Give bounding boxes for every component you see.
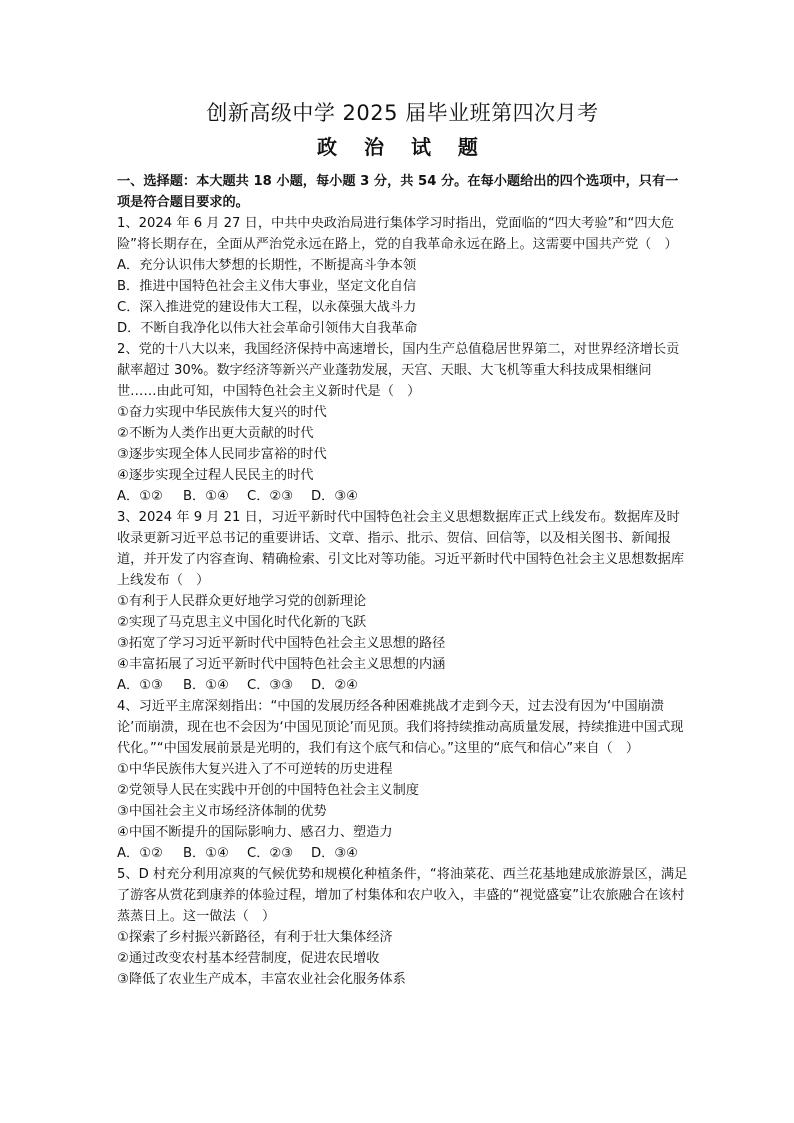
statement-3: ③拓宽了学习习近平新时代中国特色社会主义思想的路径 (117, 636, 446, 651)
option-d: D．不断自我净化以伟大社会革命引领伟大自我革命 (117, 321, 418, 336)
question-stem: 4、习近平主席深刻指出：“中国的发展历经各种困难挑战才走到今天，过去没有因为‘中国崩溃论’而崩溃，现在也不会因为‘中国见顶论’而见顶。我们将持续推动高质量发展，持续推进中国式现代化。”“中国发展前景是光明的，我们有这个底气和信心。”这里的“底气和信心”来自（ ） (117, 699, 684, 756)
choice-c: C．③③ (247, 678, 294, 693)
statement-2: ②通过改变农村基本经营制度，促进农民增收 (117, 951, 380, 966)
choice-a: A．①② (117, 489, 163, 504)
exam-title: 创新高级中学 2025 届毕业班第四次月考 (206, 101, 599, 125)
question-3 (117, 507, 688, 696)
choice-c: C．②③ (247, 489, 294, 504)
question-stem: 3、2024 年 9 月 21 日，习近平新时代中国特色社会主义思想数据库正式上线发布。数据库及时收录更新习近平总书记的重要讲话、文章、指示、批示、贺信、回信等，以及相关图书、新闻报道，并开发了内容查询、精确检索、引文比对等功能。习近平新时代中国特色社会主义思想数据库上线发布（ ） (117, 510, 685, 588)
option-a: A．充分认识伟大梦想的长期性，不断提高斗争本领 (117, 258, 417, 273)
choice-a: A．①③ (117, 678, 163, 693)
question-stem: 5、D 村充分利用凉爽的气候优势和规模化种植条件，“将油菜花、西兰花基地建成旅游景区，满足了游客从赏花到康养的体验过程，增加了村集体和农户收入，丰盛的“视觉盛宴”让农旅融合在该村蒸蒸日上。这一做法（ ） (117, 867, 688, 924)
answer-choices (117, 675, 688, 696)
answer-choices (117, 843, 688, 864)
statement-4: ④逐步实现全过程人民民主的时代 (117, 468, 314, 483)
question-5 (117, 864, 688, 990)
question-1 (117, 213, 688, 339)
choice-b: B．①④ (183, 678, 229, 693)
choice-d: D．③④ (311, 846, 358, 861)
option-c: C．深入推进党的建设伟大工程，以永葆强大战斗力 (117, 300, 417, 315)
statement-3: ③降低了农业生产成本，丰富农业社会化服务体系 (117, 972, 406, 987)
section-heading: 一、选择题：本大题共 18 小题，每小题 3 分，共 54 分。在每小题给出的四个选项中，只有一项是符合题目要求的。 (117, 174, 679, 210)
statement-2: ②不断为人类作出更大贡献的时代 (117, 426, 314, 441)
choice-d: D．③④ (311, 489, 358, 504)
question-4 (117, 696, 688, 864)
statement-1: ①中华民族伟大复兴进入了不可逆转的历史进程 (117, 762, 393, 777)
question-2 (117, 339, 688, 507)
statement-3: ③中国社会主义市场经济体制的优势 (117, 804, 327, 819)
question-stem: 2、党的十八大以来，我国经济保持中高速增长，国内生产总值稳居世界第二，对世界经济增长贡献率超过 30%。数字经济等新兴产业蓬勃发展，天宫、天眼、大飞机等重大科技成果相继问世……由此可知，中国特色社会主义新时代是（ ） (117, 342, 680, 399)
statement-1: ①有利于人民群众更好地学习党的创新理论 (117, 594, 367, 609)
statement-2: ②党领导人民在实践中开创的中国特色社会主义制度 (117, 783, 419, 798)
statement-3: ③逐步实现全体人民同步富裕的时代 (117, 447, 327, 462)
statement-1: ①探索了乡村振兴新路径，有利于壮大集体经济 (117, 930, 393, 945)
question-stem: 1、2024 年 6 月 27 日，中共中央政治局进行集体学习时指出，党面临的“四大考验”和“四大危险”将长期存在，全面从严治党永远在路上，党的自我革命永远在路上。这需要中国共产党（ ） (117, 216, 678, 252)
choice-a: A．①② (117, 846, 163, 861)
statement-2: ②实现了马克思主义中国化时代化新的飞跃 (117, 615, 367, 630)
choice-b: B．①④ (183, 489, 229, 504)
statement-1: ①奋力实现中华民族伟大复兴的时代 (117, 405, 327, 420)
choice-c: C．②③ (247, 846, 294, 861)
exam-subtitle: 政 治 试 题 (317, 135, 488, 159)
statement-4: ④中国不断提升的国际影响力、感召力、塑造力 (117, 825, 393, 840)
option-b: B．推进中国特色社会主义伟大事业，坚定文化自信 (117, 279, 417, 294)
choice-d: D．②④ (311, 678, 358, 693)
statement-4: ④丰富拓展了习近平新时代中国特色社会主义思想的内涵 (117, 657, 446, 672)
answer-choices (117, 486, 688, 507)
choice-b: B．①④ (183, 846, 229, 861)
